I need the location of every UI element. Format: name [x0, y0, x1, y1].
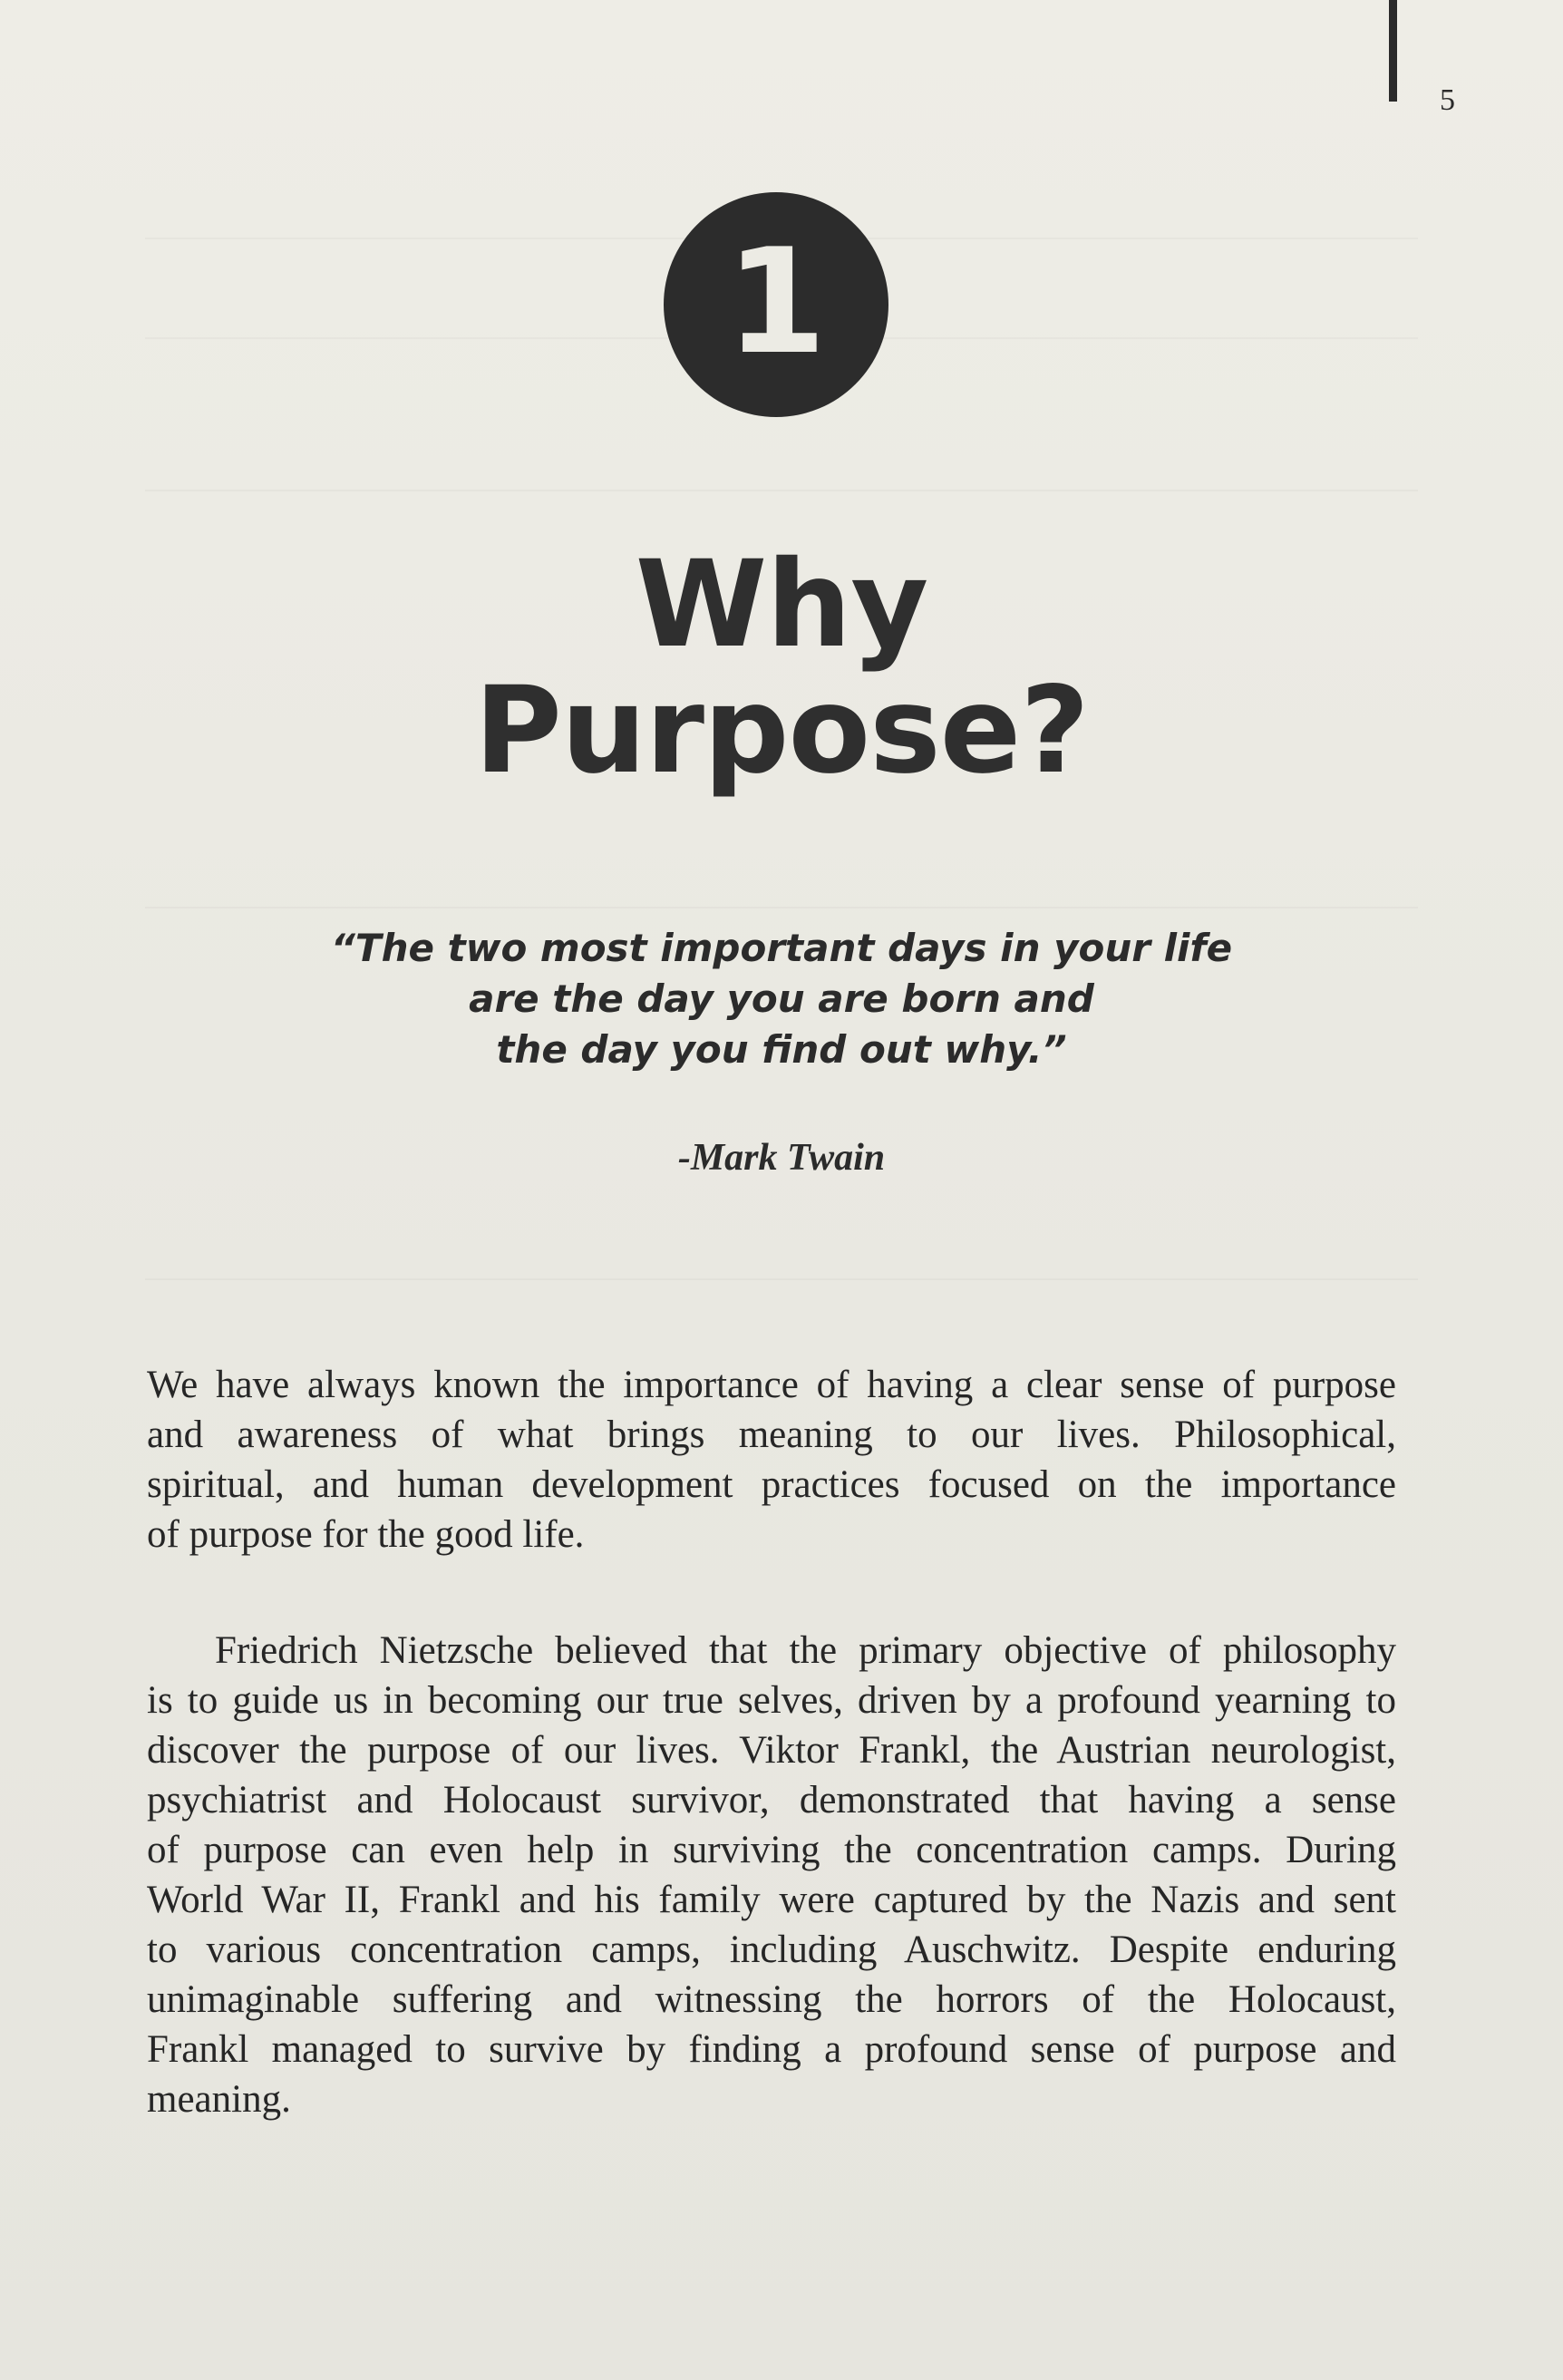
text-line: Frankl managed to survive by finding a profound sense of purpose and [147, 2028, 1396, 2071]
text-line: Friedrich Nietzsche believed that the primary objective of philosophy [215, 1629, 1396, 1672]
text-line: spiritual, and human development practices focused on the importance [147, 1463, 1396, 1506]
bleed-through-line [145, 907, 1418, 908]
text-line: unimaginable suffering and witnessing the horrors of the Holocaust, [147, 1978, 1396, 2021]
chapter-number: 1 [725, 217, 827, 386]
text-line: of purpose for the good life. [147, 1513, 585, 1556]
bleed-through-line [145, 490, 1418, 491]
page-number: 5 [1440, 83, 1455, 117]
body-paragraph-1 [147, 1360, 1396, 1559]
chapter-title-line: Why [635, 535, 928, 675]
text-line: discover the purpose of our lives. Viktor Frankl, the Austrian neurologist, [147, 1729, 1396, 1772]
chapter-title [0, 535, 1563, 801]
bleed-through-line [145, 1278, 1418, 1280]
text-line: psychiatrist and Holocaust survivor, demonstrated that having a sense [147, 1779, 1396, 1821]
text-line: and awareness of what brings meaning to our lives. Philosophical, [147, 1413, 1396, 1456]
chapter-title-line: Purpose? [474, 660, 1089, 801]
chapter-number-badge [664, 192, 888, 417]
epigraph-line: the day you find out why.” [496, 1027, 1067, 1072]
text-line: to various concentration camps, including Auschwitz. Despite enduring [147, 1928, 1396, 1971]
epigraph-line: are the day you are born and [469, 976, 1094, 1021]
epigraph-line: “The two most important days in your life [330, 926, 1233, 970]
epigraph-quote [0, 923, 1563, 1075]
text-line: of purpose can even help in surviving the concentration camps. During [147, 1829, 1396, 1871]
text-line: We have always known the importance of having a clear sense of purpose [147, 1364, 1396, 1406]
text-line: is to guide us in becoming our true selves, driven by a profound yearning to [147, 1679, 1396, 1722]
body-paragraph-2 [147, 1626, 1396, 2124]
text-line: meaning. [147, 2078, 291, 2121]
text-line: World War II, Frankl and his family were captured by the Nazis and sent [147, 1879, 1396, 1921]
page-edge-marker [1389, 0, 1397, 102]
epigraph-attribution: -Mark Twain [677, 1137, 886, 1179]
